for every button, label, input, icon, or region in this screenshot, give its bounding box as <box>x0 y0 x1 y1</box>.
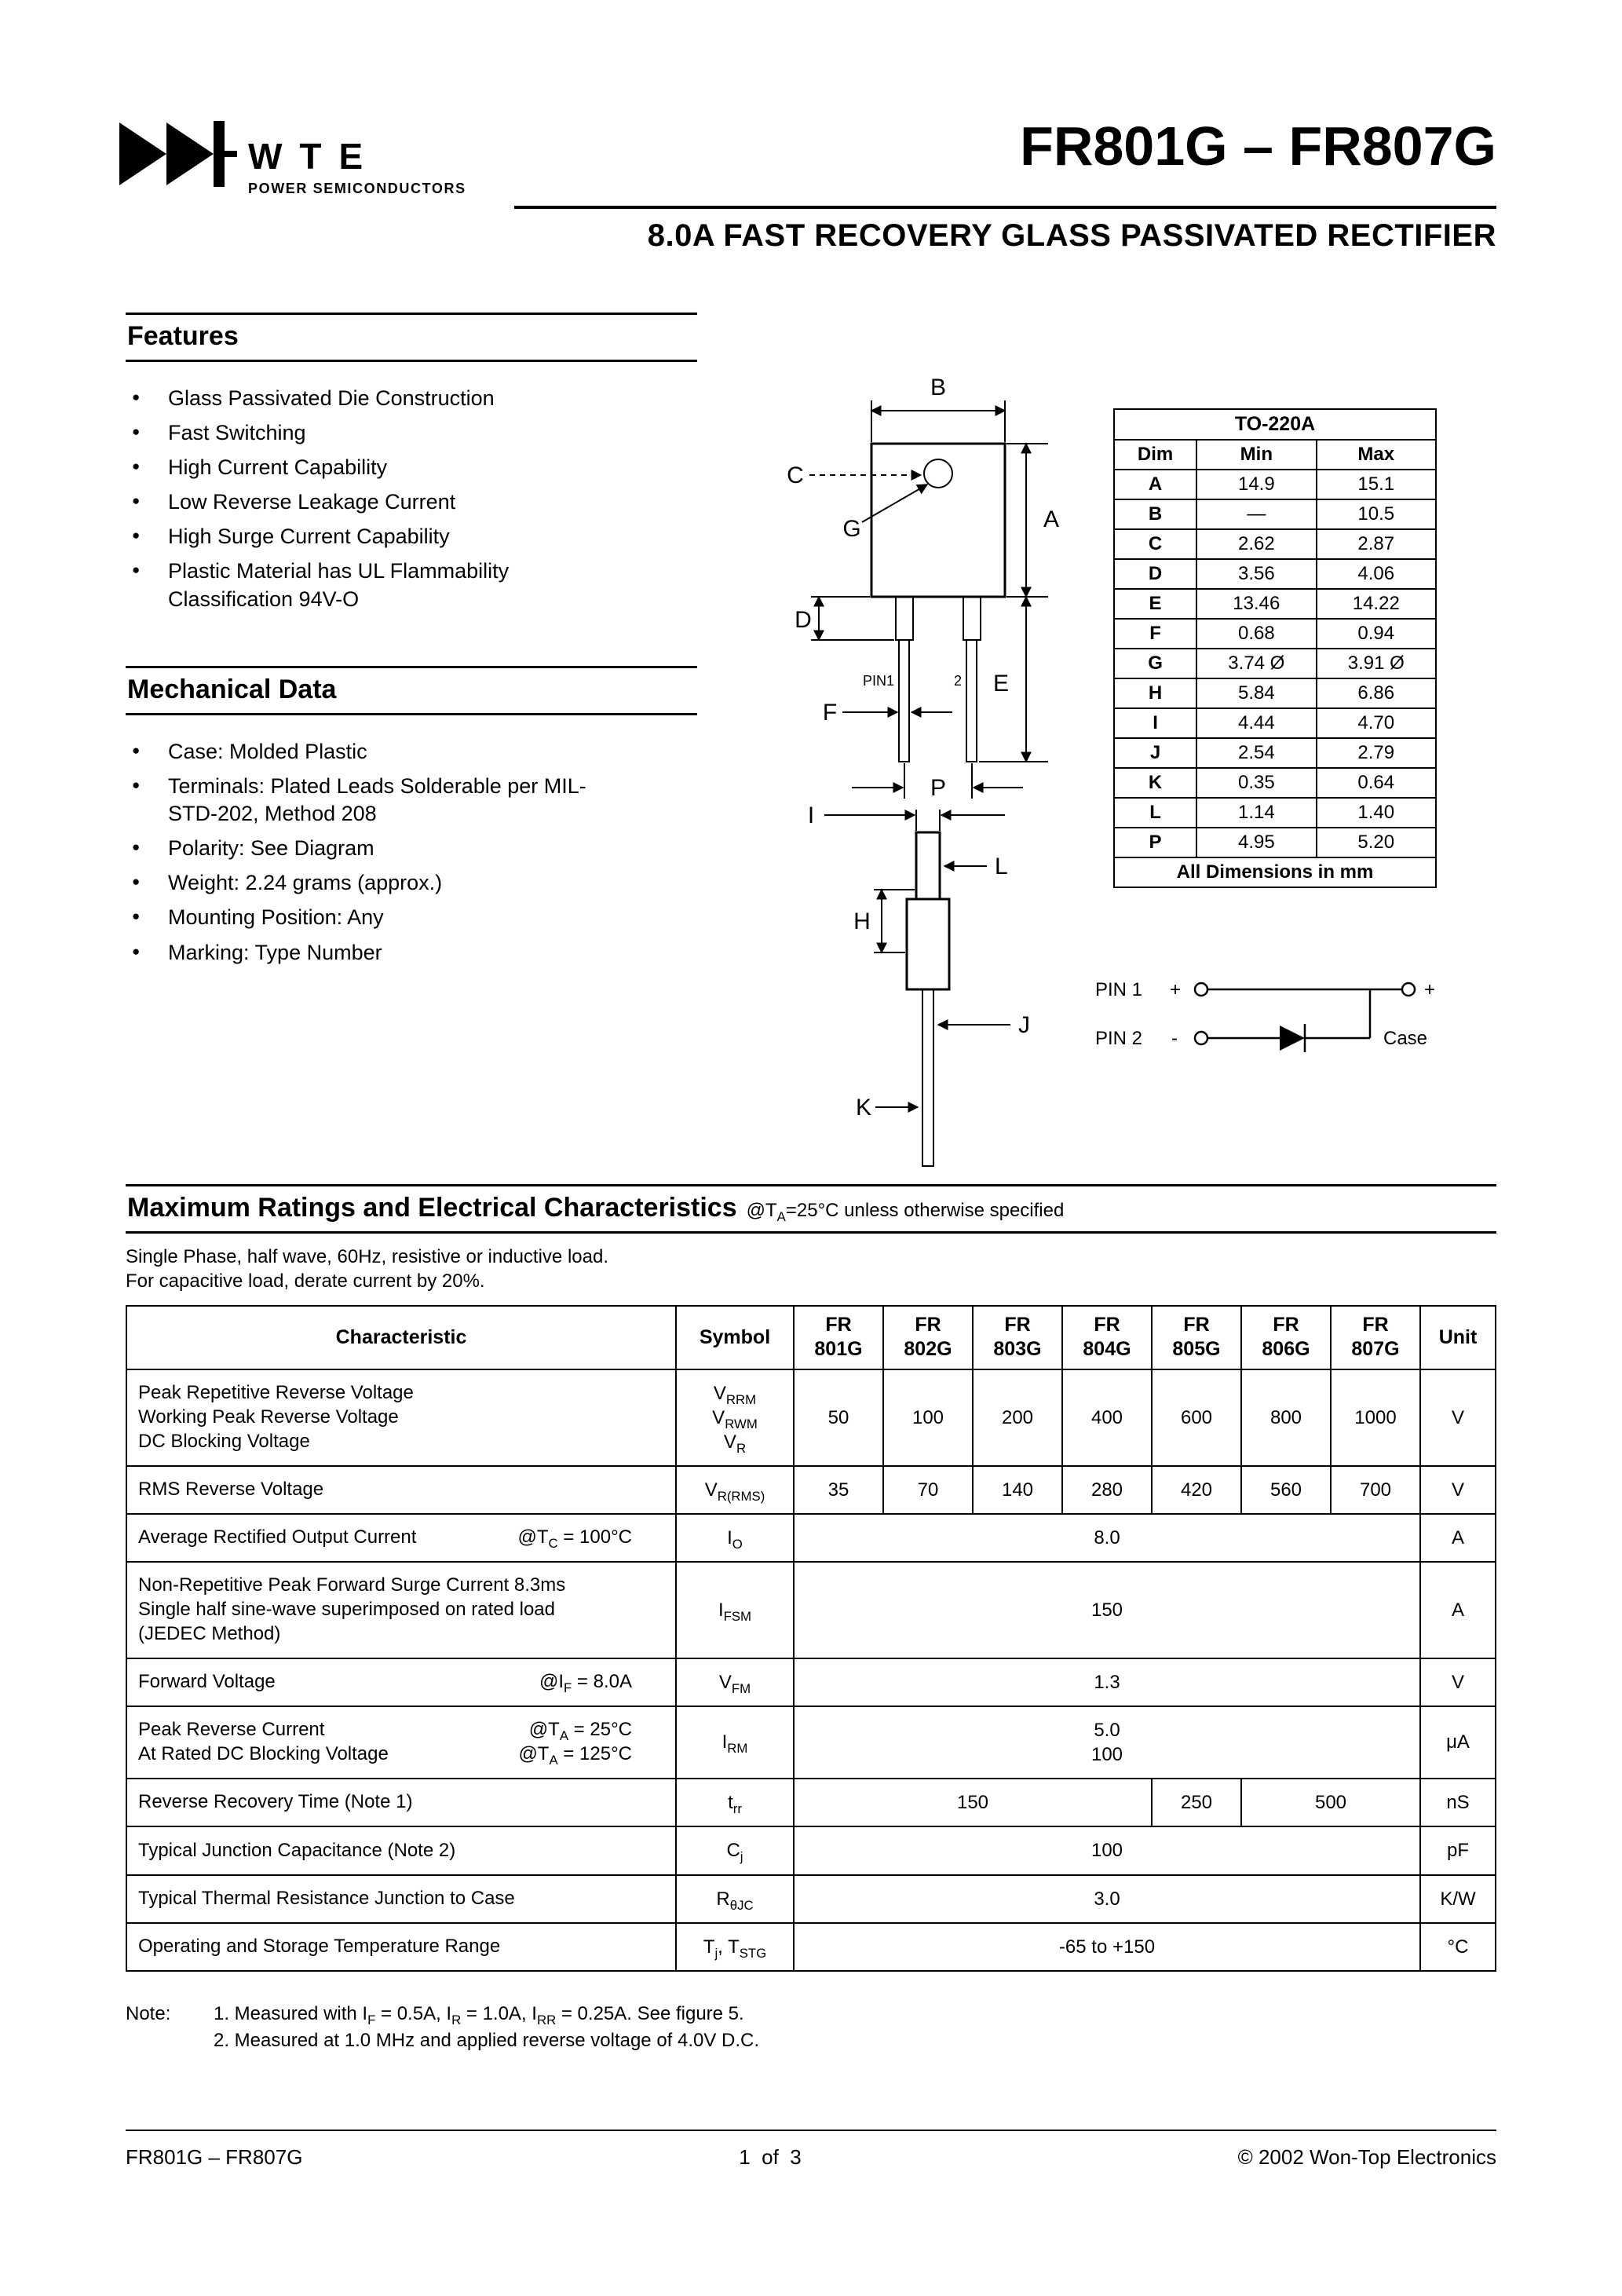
table-cell: $V_{RRM}$ $V_{RWM}$ $V_R$ <box>676 1369 794 1467</box>
bullet-icon: ● <box>132 459 141 474</box>
ratings-heading: Maximum Ratings and Electrical Characteristics <box>127 1193 737 1223</box>
logo-text <box>248 112 466 197</box>
table-row <box>1114 828 1436 857</box>
table-cell: 70 <box>883 1466 973 1514</box>
table-cell: $I_{FSM}$ <box>676 1562 794 1658</box>
table-row <box>126 1562 1496 1658</box>
note-line <box>126 2001 759 2027</box>
table-row <box>1114 470 1436 499</box>
table-cell: 700 <box>1331 1466 1420 1514</box>
table-row <box>1114 857 1436 887</box>
table-cell: 1000 <box>1331 1369 1420 1467</box>
max-col-header: Max <box>1317 440 1436 470</box>
table-row <box>1114 559 1436 589</box>
table-cell: -65 to +150 <box>794 1923 1420 1971</box>
table-cell: Operating and Storage Temperature Range <box>126 1923 676 1971</box>
list-item <box>132 773 611 828</box>
diode-symbol-icon <box>1280 1026 1305 1051</box>
bullet-icon: ● <box>132 777 141 793</box>
table-cell: — <box>1196 499 1316 529</box>
bullet-icon: ● <box>132 424 141 440</box>
features-heading: Features <box>127 321 239 351</box>
package-front-view <box>787 375 1059 801</box>
table-row <box>126 1658 1496 1706</box>
dim-label-l: L <box>995 854 1008 879</box>
list-item <box>132 523 603 550</box>
case-label: Case <box>1383 1028 1428 1049</box>
ratings-table <box>126 1305 1496 1972</box>
bullet-text: Weight: 2.24 grams (approx.) <box>168 871 443 895</box>
table-cell: 10.5 <box>1317 499 1436 529</box>
table-cell: 560 <box>1241 1466 1331 1514</box>
ratings-table-head <box>126 1306 1496 1369</box>
footer-copyright: © 2002 Won-Top Electronics <box>1237 2145 1496 2169</box>
list-item <box>132 738 611 766</box>
condition-line: Single Phase, half wave, 60Hz, resistive or inductive load. <box>126 1246 608 1267</box>
table-cell: 0.64 <box>1317 768 1436 798</box>
page-footer <box>126 2130 1496 2170</box>
table-cell: 0.35 <box>1196 768 1316 798</box>
table-row <box>1114 738 1436 768</box>
lead1-shoulder <box>896 597 913 640</box>
table-cell: RMS Reverse Voltage <box>126 1466 676 1514</box>
package-name: TO-220A <box>1114 409 1436 440</box>
table-cell: 150 <box>794 1779 1152 1826</box>
dim-label-h: H <box>853 909 871 934</box>
table-row <box>1114 529 1436 559</box>
table-cell: nS <box>1420 1779 1496 1826</box>
table-cell: B <box>1114 499 1196 529</box>
tab-profile <box>916 832 940 899</box>
table-cell: $I_{RM}$ <box>676 1706 794 1779</box>
brand-tagline: POWER SEMICONDUCTORS <box>248 181 466 196</box>
table-cell: $T_j$, $T_{STG}$ <box>676 1923 794 1971</box>
note-text-1: 1. Measured with $I_F = 0.5A$, $I_R = 1.0A$, $I_{RR} = 0.25A$. See figure 5. <box>214 2003 744 2027</box>
table-cell: Reverse Recovery Time (Note 1) <box>126 1779 676 1826</box>
table-cell: V <box>1420 1658 1496 1706</box>
table-cell: 3.0 <box>794 1875 1420 1923</box>
lead1 <box>899 640 909 762</box>
mechanical-heading: Mechanical Data <box>127 675 337 704</box>
table-cell: FR 805G <box>1152 1306 1241 1369</box>
table-cell: L <box>1114 798 1196 828</box>
table-row <box>1114 768 1436 798</box>
table-cell: 2.87 <box>1317 529 1436 559</box>
mechanical-list <box>132 738 611 974</box>
pin1-terminal <box>1195 983 1207 996</box>
table-cell: 4.70 <box>1317 708 1436 738</box>
table-cell: pF <box>1420 1826 1496 1874</box>
bullet-icon: ● <box>132 743 141 758</box>
table-row <box>1114 589 1436 619</box>
table-cell: H <box>1114 678 1196 708</box>
bullet-icon: ● <box>132 562 141 578</box>
list-item <box>132 454 603 481</box>
table-cell: $V_{FM}$ <box>676 1658 794 1706</box>
table-cell: 14.9 <box>1196 470 1316 499</box>
table-cell: 280 <box>1062 1466 1152 1514</box>
table-cell: 4.44 <box>1196 708 1316 738</box>
table-cell: 0.94 <box>1317 619 1436 649</box>
min-col-header: Min <box>1196 440 1316 470</box>
bullet-text: High Current Capability <box>168 455 388 480</box>
table-cell: 4.95 <box>1196 828 1316 857</box>
table-cell: V <box>1420 1369 1496 1467</box>
note-line <box>126 2027 759 2054</box>
table-cell: 50 <box>794 1369 883 1467</box>
table-row <box>126 1826 1496 1874</box>
table-row <box>1114 409 1436 440</box>
table-cell: 250 <box>1152 1779 1241 1826</box>
bullet-icon: ● <box>132 943 141 959</box>
ratings-heading-block <box>126 1184 1496 1234</box>
dim-table-footer: All Dimensions in mm <box>1114 857 1436 887</box>
logo-block <box>119 112 466 197</box>
table-row <box>1114 798 1436 828</box>
table-cell: 5.20 <box>1317 828 1436 857</box>
table-cell: 14.22 <box>1317 589 1436 619</box>
dim-label-b: B <box>930 375 947 400</box>
table-cell: Forward Voltage $@I_F = 8.0A$ <box>126 1658 676 1706</box>
table-row <box>126 1306 1496 1369</box>
table-row <box>1114 499 1436 529</box>
pin1-schematic-label: PIN 1 <box>1095 979 1143 1000</box>
table-cell: 0.68 <box>1196 619 1316 649</box>
table-cell: J <box>1114 738 1196 768</box>
table-cell: G <box>1114 649 1196 678</box>
case-sign: + <box>1424 979 1436 1000</box>
bullet-icon: ● <box>132 909 141 924</box>
bullet-text: Low Reverse Leakage Current <box>168 490 456 514</box>
lead2-shoulder <box>963 597 981 640</box>
table-cell: 200 <box>973 1369 1062 1467</box>
table-cell: 3.74 Ø <box>1196 649 1316 678</box>
features-list <box>132 385 603 620</box>
table-row <box>1114 619 1436 649</box>
table-cell: 5.0 100 <box>794 1706 1420 1779</box>
table-row <box>126 1369 1496 1467</box>
table-cell: 800 <box>1241 1369 1331 1467</box>
pin2-sign: - <box>1171 1028 1178 1049</box>
package-side-view <box>808 803 1030 1166</box>
dim-label-g: G <box>842 516 861 542</box>
bullet-text: Glass Passivated Die Construction <box>168 386 495 410</box>
ratings-conditions <box>126 1245 608 1293</box>
table-cell: 2.79 <box>1317 738 1436 768</box>
dim-label-j: J <box>1018 1012 1030 1038</box>
list-item <box>132 869 611 897</box>
dimension-table <box>1113 408 1437 888</box>
table-cell: FR 801G <box>794 1306 883 1369</box>
doc-subtitle: 8.0A FAST RECOVERY GLASS PASSIVATED RECTIFIER <box>647 218 1496 253</box>
pin1-sign: + <box>1170 979 1182 1000</box>
table-row <box>126 1514 1496 1562</box>
table-cell: Characteristic <box>126 1306 676 1369</box>
table-cell: 3.56 <box>1196 559 1316 589</box>
pin2-schematic-label: PIN 2 <box>1095 1028 1143 1049</box>
list-item <box>132 385 603 412</box>
dim-label-e: E <box>992 671 1010 696</box>
case-terminal <box>1402 983 1415 996</box>
table-cell: K/W <box>1420 1875 1496 1923</box>
table-cell: Peak Repetitive Reverse Voltage Working Peak Reverse Voltage DC Blocking Voltage <box>126 1369 676 1467</box>
table-cell: $C_j$ <box>676 1826 794 1874</box>
dim-table-body <box>1114 470 1436 857</box>
table-cell: 100 <box>794 1826 1420 1874</box>
ratings-heading-note: $@T_A=25^\circ C$ unless otherwise specified <box>746 1200 1065 1224</box>
table-row <box>1114 708 1436 738</box>
table-cell: F <box>1114 619 1196 649</box>
table-cell: 13.46 <box>1196 589 1316 619</box>
mechanical-heading-block <box>126 666 697 715</box>
bullet-icon: ● <box>132 874 141 890</box>
package-body <box>871 444 1005 597</box>
table-cell: 420 <box>1152 1466 1241 1514</box>
bullet-text: High Surge Current Capability <box>168 525 450 549</box>
table-cell: μA <box>1420 1706 1496 1779</box>
bullet-icon: ● <box>132 389 141 404</box>
table-row <box>126 1779 1496 1826</box>
table-row <box>1114 649 1436 678</box>
mounting-hole <box>924 459 952 488</box>
footer-left: FR801G – FR807G <box>126 2145 303 2169</box>
ratings-table-body <box>126 1369 1496 1971</box>
table-cell: K <box>1114 768 1196 798</box>
notes <box>126 2001 759 2053</box>
footer-page-number: 1 of 3 <box>739 2145 802 2169</box>
bullet-text: Fast Switching <box>168 421 306 445</box>
table-cell: V <box>1420 1466 1496 1514</box>
note-text-2: 2. Measured at 1.0 MHz and applied reverse voltage of 4.0V D.C. <box>214 2029 760 2051</box>
table-cell: 3.91 Ø <box>1317 649 1436 678</box>
table-cell: Peak Reverse Current $@T_A = 25^\circ C$ At Rated DC Blocking Voltage $@T_A = 125^\circ C$ <box>126 1706 676 1779</box>
bullet-icon: ● <box>132 493 141 509</box>
table-row <box>1114 440 1436 470</box>
bullet-text: Plastic Material has UL Flammability Classification 94V-O <box>168 559 510 611</box>
table-cell: 140 <box>973 1466 1062 1514</box>
table-row <box>126 1875 1496 1923</box>
dim-label-a: A <box>1043 506 1060 532</box>
table-row <box>126 1466 1496 1514</box>
title-rule <box>514 206 1496 209</box>
pin2-number-label: 2 <box>953 673 962 689</box>
features-heading-block <box>126 313 697 362</box>
doc-title: FR801G – FR807G <box>1020 115 1496 177</box>
package-outline-diagram <box>734 357 1103 1213</box>
table-cell: Unit <box>1420 1306 1496 1369</box>
dim-col-header: Dim <box>1114 440 1196 470</box>
table-cell: 35 <box>794 1466 883 1514</box>
table-cell: 2.62 <box>1196 529 1316 559</box>
table-cell: A <box>1420 1562 1496 1658</box>
note-label: Note: <box>126 2003 171 2024</box>
table-cell: P <box>1114 828 1196 857</box>
table-cell: 1.14 <box>1196 798 1316 828</box>
table-cell: FR 803G <box>973 1306 1062 1369</box>
dim-label-k: K <box>855 1095 872 1121</box>
bullet-icon: ● <box>132 528 141 543</box>
table-row <box>126 1706 1496 1779</box>
table-cell: Average Rectified Output Current $@T_C = 100^\circ C$ <box>126 1514 676 1562</box>
dim-label-f: F <box>822 700 838 726</box>
table-cell: Typical Junction Capacitance (Note 2) <box>126 1826 676 1874</box>
table-row <box>126 1923 1496 1971</box>
table-cell: A <box>1420 1514 1496 1562</box>
table-cell: 5.84 <box>1196 678 1316 708</box>
table-cell: Non-Repetitive Peak Forward Surge Current 8.3ms Single half sine-wave superimposed on rated load (JEDEC Method) <box>126 1562 676 1658</box>
lead2 <box>966 640 977 762</box>
dim-label-i: I <box>807 803 815 828</box>
pin1-label: PIN1 <box>862 673 894 689</box>
body-profile <box>907 899 949 989</box>
table-cell: C <box>1114 529 1196 559</box>
list-item <box>132 835 611 862</box>
table-cell: 2.54 <box>1196 738 1316 768</box>
brand-name: WTE <box>248 136 381 177</box>
dim-label-p: P <box>930 775 947 801</box>
table-cell: $V_{R(RMS)}$ <box>676 1466 794 1514</box>
table-cell: 600 <box>1152 1369 1241 1467</box>
table-cell: A <box>1114 470 1196 499</box>
table-cell: $I_O$ <box>676 1514 794 1562</box>
pin-schematic-diagram <box>1091 966 1452 1068</box>
dimension-table-head <box>1114 409 1436 470</box>
list-item <box>132 488 603 516</box>
dim-label-c: C <box>787 462 804 488</box>
table-cell: 400 <box>1062 1369 1152 1467</box>
list-item <box>132 904 611 931</box>
table-cell: 150 <box>794 1562 1420 1658</box>
table-cell: E <box>1114 589 1196 619</box>
table-cell: 1.3 <box>794 1658 1420 1706</box>
bullet-text: Mounting Position: Any <box>168 905 384 930</box>
bullet-text: Marking: Type Number <box>168 940 382 964</box>
table-cell: $R_{\theta JC}$ <box>676 1875 794 1923</box>
list-item <box>132 939 611 967</box>
table-cell: FR 802G <box>883 1306 973 1369</box>
table-cell: D <box>1114 559 1196 589</box>
table-cell: FR 804G <box>1062 1306 1152 1369</box>
lead-profile <box>922 989 933 1166</box>
bullet-text: Polarity: See Diagram <box>168 836 374 861</box>
table-cell: 8.0 <box>794 1514 1420 1562</box>
table-cell: 15.1 <box>1317 470 1436 499</box>
table-cell: 1.40 <box>1317 798 1436 828</box>
table-row <box>1114 678 1436 708</box>
table-cell: 100 <box>883 1369 973 1467</box>
bullet-icon: ● <box>132 839 141 855</box>
bullet-text: Terminals: Plated Leads Solderable per MIL-STD-202, Method 208 <box>168 774 586 826</box>
table-cell: 4.06 <box>1317 559 1436 589</box>
table-cell: FR 807G <box>1331 1306 1420 1369</box>
list-item <box>132 419 603 447</box>
dim-label-d: D <box>795 607 812 633</box>
table-cell: 500 <box>1241 1779 1420 1826</box>
table-cell: Typical Thermal Resistance Junction to Case <box>126 1875 676 1923</box>
table-cell: °C <box>1420 1923 1496 1971</box>
wte-diode-logo-icon <box>119 112 237 195</box>
table-cell: Symbol <box>676 1306 794 1369</box>
bullet-text: Case: Molded Plastic <box>168 740 367 763</box>
condition-line: For capacitive load, derate current by 20%. <box>126 1270 485 1292</box>
table-cell: 6.86 <box>1317 678 1436 708</box>
list-item <box>132 558 603 612</box>
pin2-terminal <box>1195 1032 1207 1044</box>
table-cell: $t_{rr}$ <box>676 1779 794 1826</box>
table-cell: FR 806G <box>1241 1306 1331 1369</box>
table-cell: I <box>1114 708 1196 738</box>
